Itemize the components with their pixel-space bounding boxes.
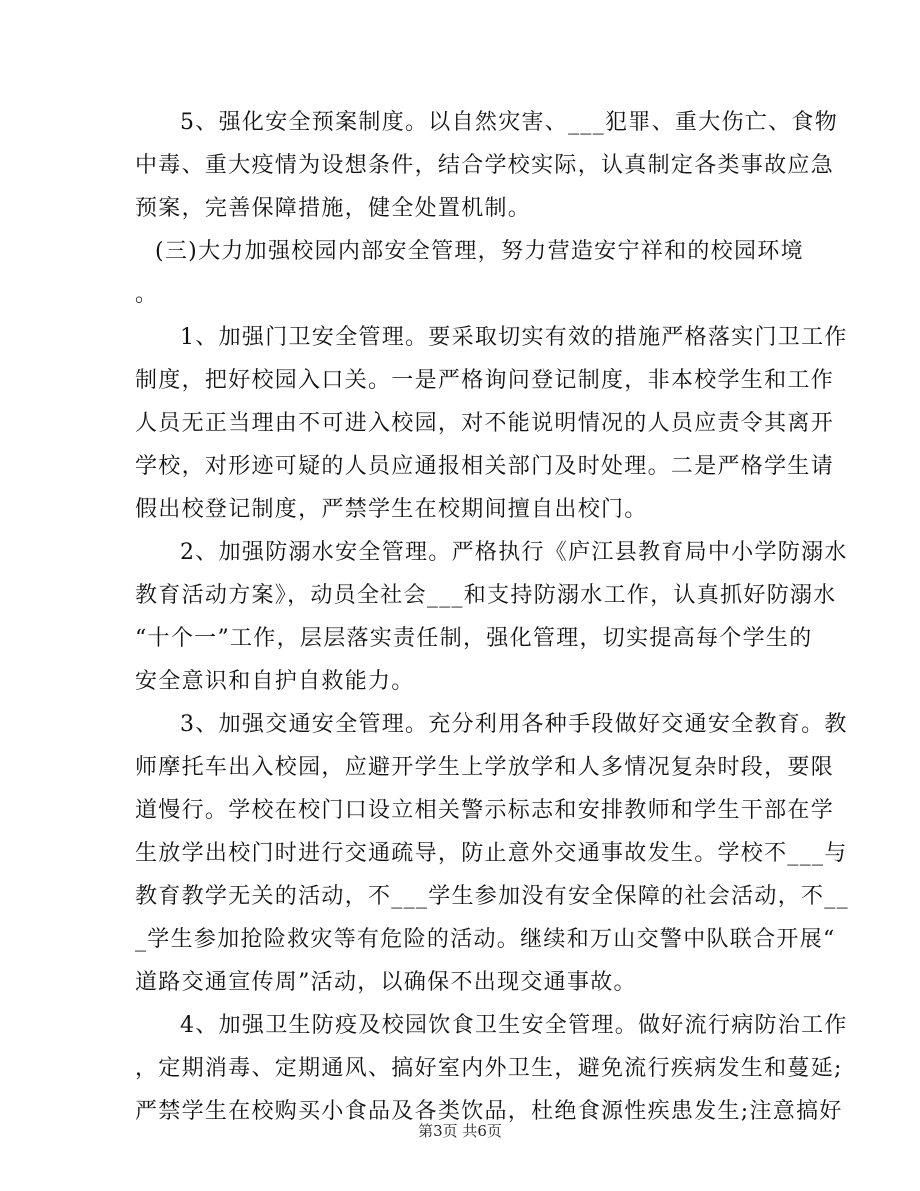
text-line: 预案，完善保障措施，健全处置机制。	[135, 196, 532, 221]
text-line: 生放学出校门时进行交通疏导，防止意外交通事故发生。学校不___与	[135, 841, 848, 866]
text-line: 教育教学无关的活动，不___学生参加没有安全保障的社会活动，不__	[135, 884, 849, 909]
text-line: 假出校登记制度，严禁学生在校期间擅自出校门。	[135, 497, 648, 522]
text-line: (三)大力加强校园内部安全管理，努力营造安宁祥和的校园环境	[155, 239, 804, 264]
text-line: 教育活动方案》，动员全社会___和支持防溺水工作，认真抓好防溺水	[135, 583, 837, 608]
text-line: 3、加强交通安全管理。充分利用各种手段做好交通安全教育。教	[180, 712, 848, 737]
text-line: 2、加强防溺水安全管理。严格执行《庐江县教育局中小学防溺水	[180, 540, 848, 565]
text-line: 。	[135, 282, 159, 307]
page-number-footer: 第3页 共6页	[418, 1122, 502, 1140]
text-line: _学生参加抢险救灾等有危险的活动。继续和万山交警中队联合开展“	[135, 927, 836, 952]
text-line: 学校，对形迹可疑的人员应通报相关部门及时处理。二是严格学生请	[135, 454, 835, 479]
text-line: 安全意识和自护自救能力。	[135, 669, 415, 694]
text-line: 师摩托车出入校园，应避开学生上学放学和人多情况复杂时段，要限	[135, 755, 835, 780]
text-line: 1、加强门卫安全管理。要采取切实有效的措施严格落实门卫工作	[180, 325, 848, 350]
text-line: 4、加强卫生防疫及校园饮食卫生安全管理。做好流行病防治工作	[180, 1013, 848, 1038]
text-line: “十个一”工作，层层落实责任制，强化管理，切实提高每个学生的	[135, 626, 813, 651]
text-line: 5、强化安全预案制度。以自然灾害、___犯罪、重大伤亡、食物	[180, 110, 838, 135]
text-line: 道路交通宣传周”活动，以确保不出现交通事故。	[135, 970, 637, 995]
text-line: 道慢行。学校在校门口设立相关警示标志和安排教师和学生干部在学	[135, 798, 835, 823]
text-line: 中毒、重大疫情为设想条件，结合学校实际，认真制定各类事故应急	[135, 153, 835, 178]
text-line: 人员无正当理由不可进入校园，对不能说明情况的人员应责令其离开	[135, 411, 835, 436]
text-line: 严禁学生在校购买小食品及各类饮品，杜绝食源性疾患发生;注意搞好	[135, 1099, 843, 1124]
text-line: 制度，把好校园入口关。一是严格询问登记制度，非本校学生和工作	[135, 368, 835, 393]
text-line: ，定期消毒、定期通风、搞好室内外卫生，避免流行疾病发生和蔓延;	[135, 1056, 843, 1081]
